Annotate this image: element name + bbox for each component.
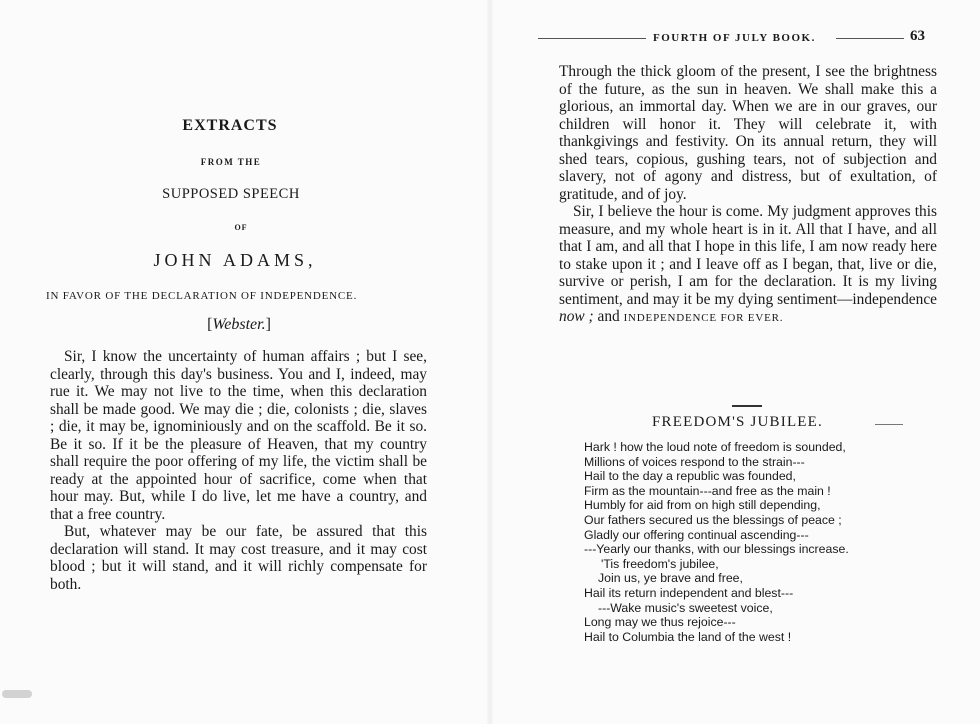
speech-body-right xyxy=(559,63,937,328)
emphasis-now: now ; xyxy=(559,308,594,325)
poem-line: Firm as the mountain---and free as the main ! xyxy=(584,483,831,498)
right-page xyxy=(490,0,980,724)
closing-phrase: INDEPENDENCE FOR EVER. xyxy=(623,312,784,324)
conjunction-and: and xyxy=(597,308,620,325)
poem-line: Long may we thus rejoice--- xyxy=(584,615,736,630)
poem-line: Join us, ye brave and free, xyxy=(598,571,743,586)
attribution xyxy=(0,316,478,334)
speech-body-left xyxy=(50,348,427,593)
speech-paragraph xyxy=(559,203,937,328)
poem xyxy=(584,440,944,644)
speech-paragraph: But, whatever may be our fate, be assured that this declaration will stand. It may cost treasure, and it may cost blood ; but it will stand, and it will richly compensate for both. xyxy=(50,523,427,593)
section-title: EXTRACTS xyxy=(182,117,278,134)
title-from-the: FROM THE xyxy=(200,157,262,167)
poem-line: Our fathers secured us the blessings of peace ; xyxy=(584,512,842,527)
attribution-bracket-open: [ xyxy=(207,316,213,333)
speech-paragraph: Sir, I know the uncertainty of human affairs ; but I see, clearly, through this day's business. You and I, indeed, may rue it. We may not live to the time, when this declaration shall be made good. We may die ; die, colonists ; die, slaves ; die, it may be, ignominiously and on the scaffold. Be it so. Be it so. If it be the pleasure of Heaven, that my country shall require the poor offering of my life, the victim shall be ready at the appointed hour of sacrifice, come when that hour may. But, while I do live, let me have a country, and that a free country. xyxy=(50,348,427,523)
paragraph-text: Sir, I believe the hour is come. My judgment approves this measure, and my whole heart is in it. All that I have, and all that I am, and all that I hope in this life, I am now ready here to stake upon it ; and I leave off as I began, that, live or die, survive or perish, I am for the declaration. It is my living sentiment, and may it be my dying sentiment—independence xyxy=(559,203,937,308)
section-divider xyxy=(732,405,762,407)
poem-title: FREEDOM'S JUBILEE. xyxy=(652,414,823,430)
header-rule xyxy=(836,38,904,39)
scan-smudge xyxy=(2,690,32,698)
poem-line: ---Yearly our thanks, with our blessings increase. xyxy=(584,542,849,557)
poem-line: 'Tis freedom's jubilee, xyxy=(601,556,719,571)
speech-paragraph: Through the thick gloom of the present, I see the brightness of the future, as the sun in heaven. We shall make this a glorious, an immortal day. When we are in our graves, our children will honor it. They will celebrate it, with thankgivings and festivity. On its annual return, they will shed tears, copious, gushing tears, not of subjection and slavery, not of agony and distress, but of exultation, of gratitude, and of joy. xyxy=(559,63,937,203)
poem-line: ---Wake music's sweetest voice, xyxy=(598,600,773,615)
poem-line: Millions of voices respond to the strain--- xyxy=(584,454,805,469)
poem-line: Hail to Columbia the land of the west ! xyxy=(584,629,792,644)
poem-line: Hail to the day a republic was founded, xyxy=(584,469,796,484)
attribution-author: Webster. xyxy=(212,316,266,333)
poem-line: Humbly for aid from on high still depending, xyxy=(584,498,821,513)
speech-subtitle: IN FAVOR OF THE DECLARATION OF INDEPENDENCE. xyxy=(46,290,358,302)
poem-line: Gladly our offering continual ascending--- xyxy=(584,527,809,542)
title-rule xyxy=(875,424,903,425)
title-of: OF xyxy=(234,223,248,232)
page-number: 63 xyxy=(910,28,925,44)
speaker-name: JOHN ADAMS, xyxy=(153,250,317,270)
header-rule xyxy=(538,38,646,39)
title-supposed-speech: SUPPOSED SPEECH xyxy=(162,186,300,202)
attribution-bracket-close: ] xyxy=(265,316,271,333)
running-head: FOURTH OF JULY BOOK. xyxy=(653,32,816,44)
poem-line: Hark ! how the loud note of freedom is sounded, xyxy=(584,440,846,454)
poem-line: Hail its return independent and blest--- xyxy=(584,585,794,600)
